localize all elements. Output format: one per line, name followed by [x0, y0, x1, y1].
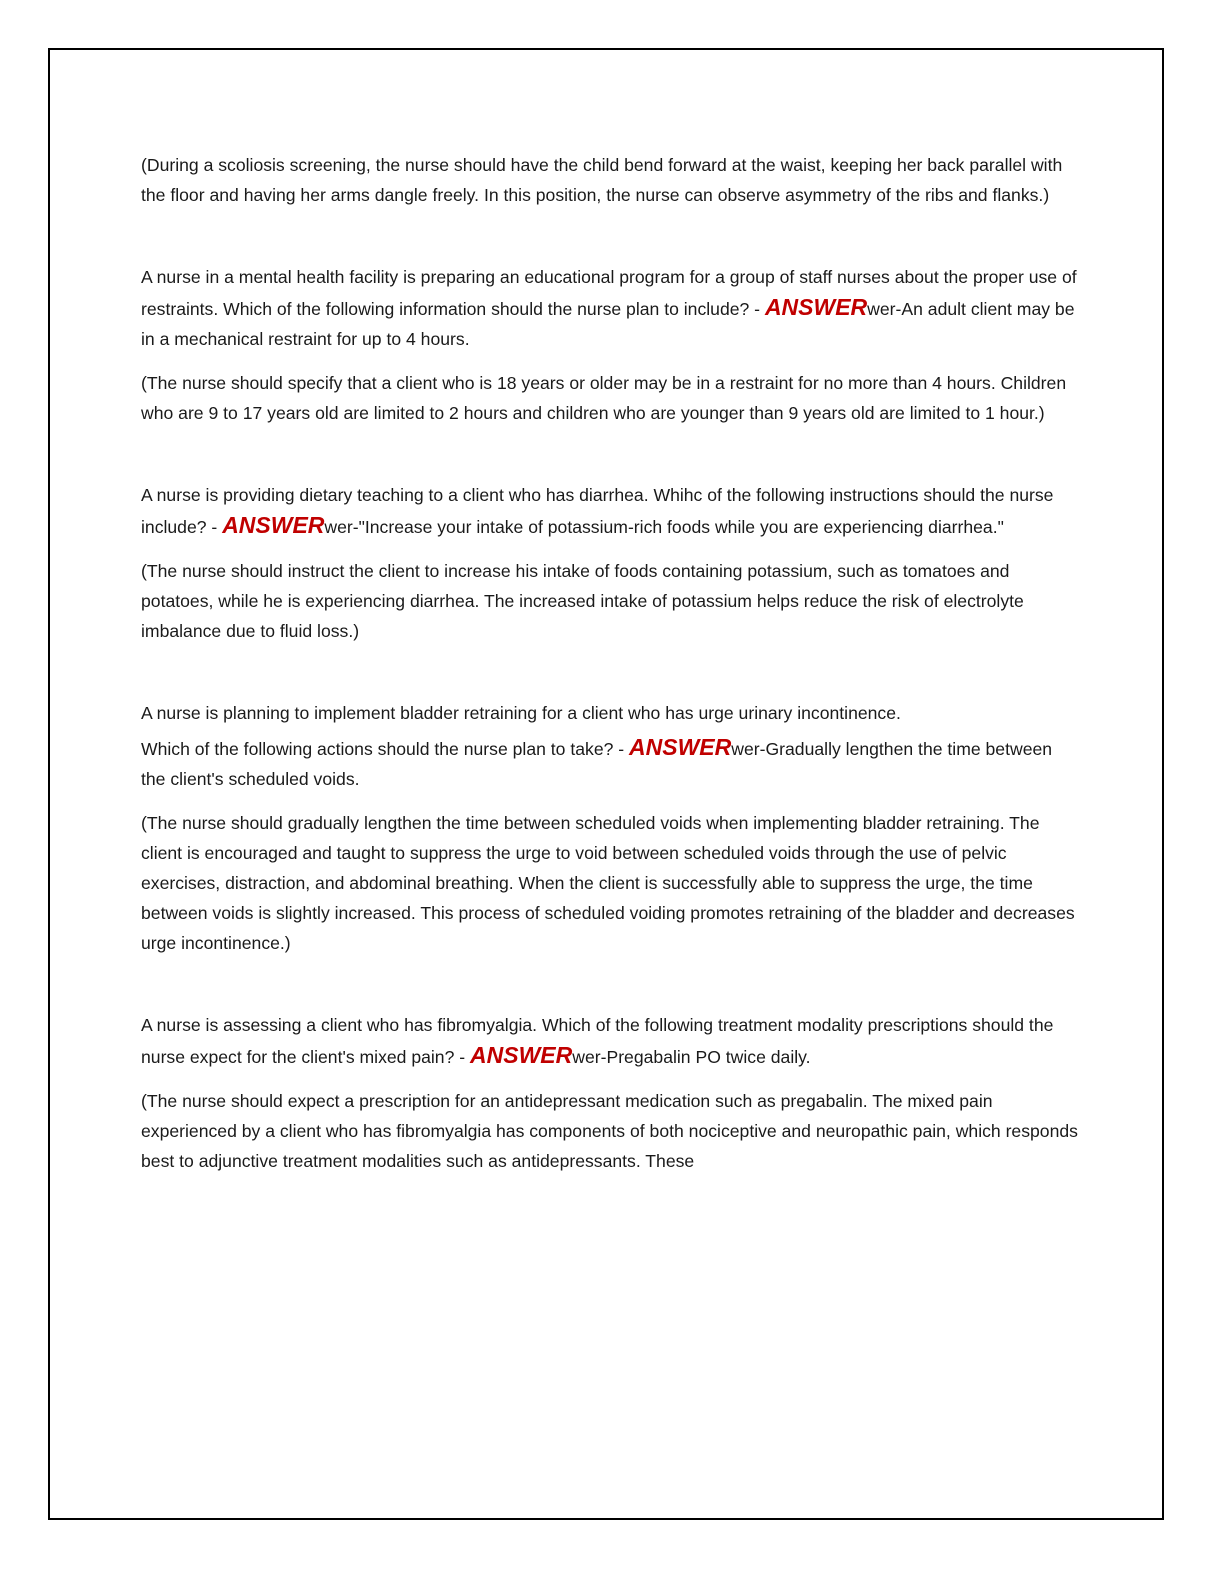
explanation-diarrhea: (The nurse should instruct the client to increase his intake of foods containing potassium, such as tomatoes and potatoes, while he is experiencing diarrhea. The increased intake of potassium helps reduce the risk of electrolyte imbalance due to fluid loss.) [141, 561, 1024, 641]
explanation-bladder: (The nurse should gradually lengthen the time between scheduled voids when implementing bladder retraining. The client is encouraged and taught to suppress the urge to void between scheduled voids through the use of pelvic exercises, distraction, and abdominal breathing. When the client is successfully able to suppress the urge, the time between voids is slightly increased. This process of scheduled voiding promotes retraining of the bladder and decreases urge incontinence.) [141, 813, 1075, 953]
spacer [141, 794, 1081, 808]
answer-label: ANSWER [764, 294, 868, 320]
spacer [141, 1072, 1081, 1086]
answer-label: ANSWER [470, 1042, 573, 1068]
explanation-restraints: (The nurse should specify that a client who is 18 years or older may be in a restraint for no more than 4 hours. Children who are 9 to 17 years old are limited to 2 hours and children who are younger than 9 years old are limited to 1 hour.) [141, 373, 1067, 423]
question-text: A nurse is assessing a client who has fibromyalgia. Which of the following treatment modality prescriptions should the nurse expect for the client's mixed pain? - [141, 1015, 1054, 1067]
question-text: A nurse in a mental health facility is preparing an educational program for a group of staff nurses about the proper use of restraints. Which of the following information should the nurse plan to include? - [141, 267, 1077, 319]
spacer [141, 542, 1081, 556]
answer-label: ANSWER [222, 512, 325, 538]
spacer [141, 646, 1081, 698]
explanation-fibromyalgia: (The nurse should expect a prescription for an antidepressant medication such as pregabalin. The mixed pain experienced by a client who has fibromyalgia has components of both nociceptive and neuropathic pain, which responds best to adjunctive treatment modalities such as antidepressants. These [141, 1091, 1078, 1171]
question-text: A nurse is providing dietary teaching to a client who has diarrhea. Whihc of the following instructions should the nurse include? - [141, 485, 1054, 537]
question-diarrhea [141, 480, 1081, 542]
question-bladder [141, 732, 1081, 794]
document-content [141, 150, 1081, 1176]
answer-text: wer-An adult client may be in a mechanical restraint for up to 4 hours. [141, 299, 1075, 349]
answer-text: wer-"Increase your intake of potassium-rich foods while you are experiencing diarrhea." [324, 517, 1004, 537]
spacer [141, 428, 1081, 480]
spacer [141, 354, 1081, 368]
answer-text: wer-Pregabalin PO twice daily. [572, 1047, 811, 1067]
question-restraints [141, 262, 1081, 354]
question-text: Which of the following actions should the nurse plan to take? - [141, 739, 625, 759]
spacer [141, 210, 1081, 262]
question-bladder-line1: A nurse is planning to implement bladder retraining for a client who has urge urinary incontinence. [141, 703, 901, 723]
spacer [141, 958, 1081, 1010]
explanation-scoliosis: (During a scoliosis screening, the nurse should have the child bend forward at the waist, keeping her back parallel with the floor and having her arms dangle freely. In this position, the nurse can observe asymmetry of the ribs and flanks.) [141, 155, 1063, 205]
answer-label: ANSWER [629, 734, 732, 760]
question-fibromyalgia [141, 1010, 1081, 1072]
answer-text: wer-Gradually lengthen the time between the client's scheduled voids. [141, 739, 1053, 789]
